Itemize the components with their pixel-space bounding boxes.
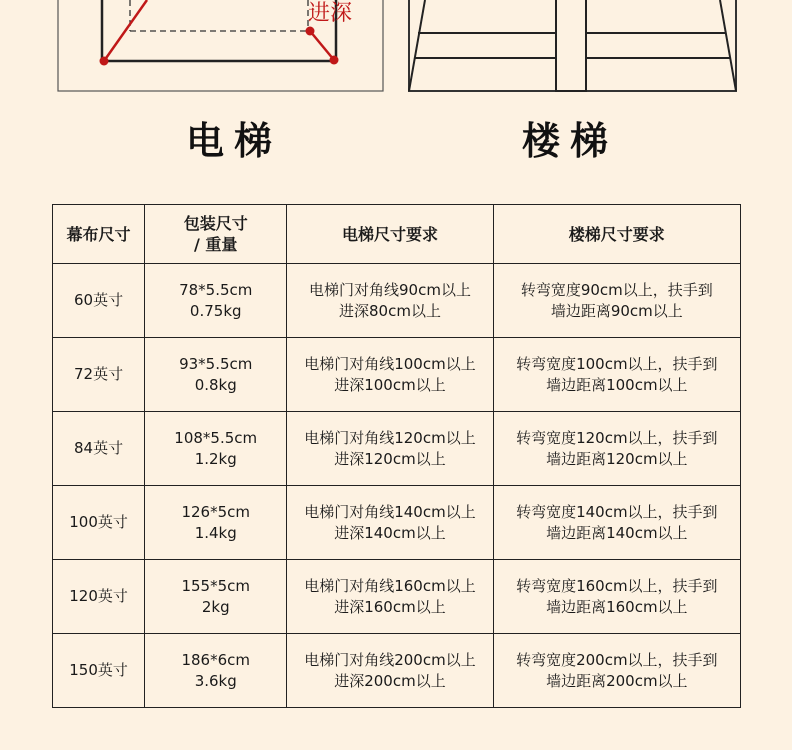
cell-line: 150英寸 [69, 661, 128, 679]
cell-stairs [493, 338, 740, 412]
table-row [53, 338, 741, 412]
stairs-label: 楼梯 [522, 119, 619, 163]
cell-line: 转弯宽度200cm以上，扶手到 [516, 650, 718, 669]
cell-line: 120英寸 [69, 587, 128, 605]
cell-elevator [287, 560, 493, 634]
cell-package [145, 634, 287, 708]
cell-line: 电梯门对角线140cm以上 [304, 502, 476, 521]
cell-line: 转弯宽度140cm以上，扶手到 [516, 502, 718, 521]
cell-package [145, 412, 287, 486]
header-elevator [287, 205, 493, 264]
cell-package [145, 560, 287, 634]
table-row [53, 560, 741, 634]
table-row [53, 412, 741, 486]
size-spec-table [52, 204, 741, 708]
cell-line: 进深80cm以上 [339, 301, 441, 320]
cell-line: 3.6kg [194, 671, 237, 690]
cell-line: 墙边距离120cm以上 [546, 449, 688, 468]
cell-elevator [287, 634, 493, 708]
cell-elevator [287, 338, 493, 412]
cell-line: 电梯门对角线200cm以上 [304, 650, 476, 669]
cell-line: 转弯宽度120cm以上，扶手到 [516, 428, 718, 447]
cell-size [53, 338, 145, 412]
cell-line: 墙边距离160cm以上 [546, 597, 688, 616]
cell-line: 进深200cm以上 [334, 671, 446, 690]
cell-size [53, 412, 145, 486]
cell-line: 155*5cm [181, 576, 250, 595]
cell-line: 0.75kg [189, 301, 242, 320]
cell-line: 转弯宽度160cm以上，扶手到 [516, 576, 718, 595]
table-row [53, 486, 741, 560]
cell-package [145, 486, 287, 560]
cell-line: 78*5.5cm [179, 280, 253, 299]
elevator-diagram [58, 0, 383, 91]
cell-line: 2kg [201, 597, 230, 616]
header-line: 电梯尺寸要求 [341, 224, 438, 244]
header-line: / 重量 [194, 235, 238, 254]
cell-line: 0.8kg [194, 375, 237, 394]
illustrations [0, 0, 792, 200]
cell-line: 72英寸 [74, 365, 124, 383]
cell-line: 墙边距离200cm以上 [546, 671, 688, 690]
cell-elevator [287, 264, 493, 338]
cell-stairs [493, 486, 740, 560]
cell-package [145, 338, 287, 412]
cell-line: 126*5cm [181, 502, 250, 521]
header-package [145, 205, 287, 264]
cell-line: 墙边距离100cm以上 [546, 375, 688, 394]
cell-line: 100英寸 [69, 513, 128, 531]
cell-line: 186*6cm [181, 650, 250, 669]
cell-stairs [493, 264, 740, 338]
cell-line: 墙边距离90cm以上 [550, 301, 683, 320]
cell-line: 60英寸 [74, 291, 124, 309]
stairs-diagram [409, 0, 736, 91]
cell-line: 电梯门对角线120cm以上 [304, 428, 476, 447]
cell-size [53, 486, 145, 560]
cell-line: 84英寸 [74, 439, 124, 457]
header-screen-size [53, 205, 145, 264]
cell-line: 电梯门对角线100cm以上 [304, 354, 476, 373]
elevator-depth-text: 进深 [308, 1, 353, 26]
cell-line: 转弯宽度90cm以上，扶手到 [520, 280, 713, 299]
cell-line: 1.4kg [194, 523, 237, 542]
table-header-row [53, 205, 741, 264]
header-stairs [493, 205, 740, 264]
cell-line: 108*5.5cm [174, 428, 258, 447]
cell-line: 电梯门对角线90cm以上 [309, 280, 471, 299]
header-line: 楼梯尺寸要求 [568, 224, 665, 244]
cell-line: 进深100cm以上 [334, 375, 446, 394]
cell-elevator [287, 486, 493, 560]
table-row [53, 634, 741, 708]
cell-stairs [493, 634, 740, 708]
cell-stairs [493, 560, 740, 634]
cell-line: 转弯宽度100cm以上，扶手到 [516, 354, 718, 373]
cell-line: 电梯门对角线160cm以上 [304, 576, 476, 595]
cell-size [53, 560, 145, 634]
cell-line: 1.2kg [194, 449, 237, 468]
cell-line: 进深140cm以上 [334, 523, 446, 542]
cell-stairs [493, 412, 740, 486]
cell-line: 墙边距离140cm以上 [546, 523, 688, 542]
cell-line: 进深160cm以上 [334, 597, 446, 616]
cell-elevator [287, 412, 493, 486]
cell-line: 进深120cm以上 [334, 449, 446, 468]
header-line: 幕布尺寸 [66, 224, 131, 244]
header-line: 包装尺寸 [183, 214, 248, 233]
cell-line: 93*5.5cm [179, 354, 253, 373]
cell-package [145, 264, 287, 338]
table-row [53, 264, 741, 338]
cell-size [53, 634, 145, 708]
cell-size [53, 264, 145, 338]
elevator-label: 电梯 [186, 119, 283, 163]
